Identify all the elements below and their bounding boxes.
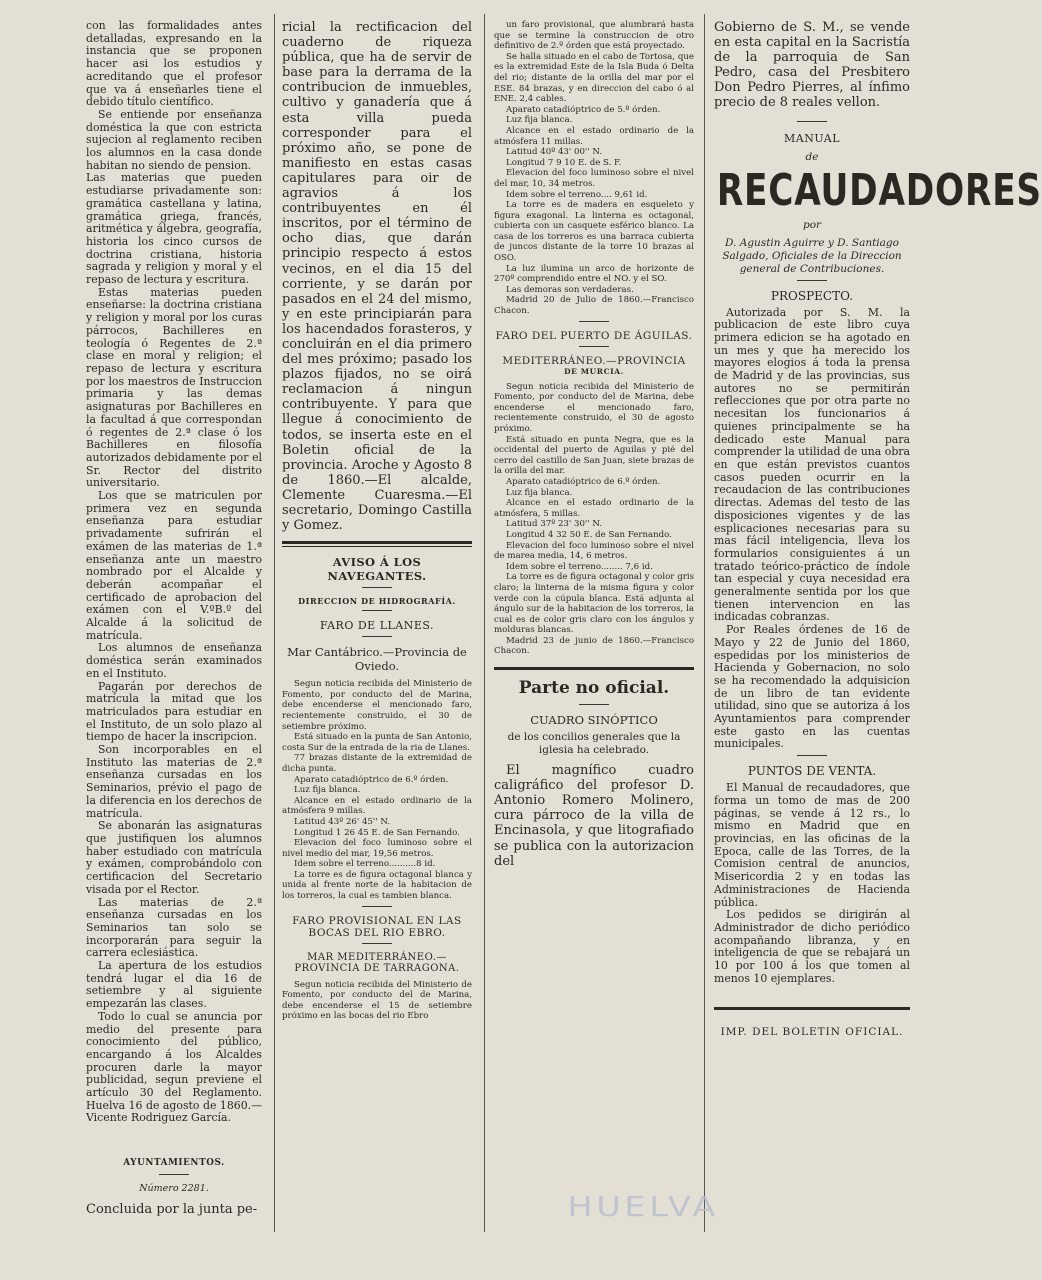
paragraph: Se entiende por enseñanza doméstica la que con estricta sujecion al reglamento reciben los alumnos en la casa donde habitan no siendo de pension. — [86, 107, 262, 172]
divider — [797, 280, 827, 281]
paragraph: Longitud 4 32 50 E. de San Fernando. — [506, 529, 672, 540]
paragraph: Idem sobre el terreno..........8 id. — [294, 859, 436, 870]
paragraph: Las demoras son verdaderas. — [506, 284, 634, 295]
paragraph: La luz ilumina un arco de horizonte de 270º comprendido entre el NO. y el SO. — [494, 263, 694, 285]
paragraph: ricial la rectificacion del cuaderno de riqueza pública, que ha de servir de base para la derrama de la contribucion de inmuebles, cultivo y ganadería que á esta villa pueda corresponder para el próximo año, se pone de manifiesto en estas casas capitulares para oir de agravios á los contribuyentes en él inscritos, por el término de ocho dias, que darán principio respecto á estos vecinos, en el dia 15 del corriente, y se darán por pasados en el 24 del mismo, y en este principiarán para los hacendados forasteros, y concluirán en el dia primero del mes próximo; pasado los plazos fijados, no se oirá reclamacion á ningun contribuyente. Y para que llegue á conocimiento de todos, se inserta este en el Boletin oficial de la provincia. Aroche y Agosto 8 de 1860.—El alcalde, Clemente Cuaresma.—El secretario, Domingo Castilla y Gomez. — [282, 20, 472, 534]
paragraph: Los alumnos de enseñanza doméstica serán examinados en el Instituto. — [86, 641, 262, 680]
paragraph: Luz fija blanca. — [506, 115, 573, 126]
divider — [579, 346, 609, 347]
section-title-ayuntamientos: AYUNTAMIENTOS. — [123, 1158, 225, 1169]
paragraph: Gobierno de S. M., se vende en esta capital en la Sacristía de la parroquia de San Pedro, casa del Presbitero Don Pedro Pierres, al ínfimo precio de 8 reales vellon. — [714, 20, 910, 111]
paragraph: Alcance en el estado ordinario de la atmósfera, 5 millas. — [494, 498, 694, 519]
faro-llanes-subtitle: Mar Cantábrico.—Provincia de Oviedo. — [287, 645, 467, 674]
faro-aguilas-province: DE MURCIA. — [564, 366, 624, 376]
parte-no-oficial-heading: Parte no oficial. — [518, 678, 670, 699]
aviso-title: AVISO Á LOS NAVEGANTES. — [327, 555, 427, 584]
column-1 — [86, 20, 262, 1217]
paragraph: Las materias de 2.ª enseñanza cursadas en los Seminarios tan solo se incorporarán para seguir la carrera eclesiástica. — [86, 895, 262, 960]
column-divider — [704, 14, 705, 1232]
paragraph: Segun noticia recibida del Ministerio de Fomento, por conducto del de Marina, debe encenderse el mencionado faro, recientemente construido, el 30 de agosto próximo. — [494, 381, 694, 434]
divider — [797, 755, 827, 756]
paragraph: Aparato catadióptrico de 5.º órden. — [506, 104, 661, 115]
paragraph: Elevacion del foco luminoso sobre el nivel de marea media, 14, 6 metros. — [494, 540, 694, 562]
divider — [494, 667, 694, 670]
paragraph: Son incorporables en el Instituto las materias de 2.ª enseñanza cursadas en los Seminarios, prévio el pago de la diferencia en los derechos de matrícula. — [86, 743, 262, 820]
imprenta-footer: IMP. DEL BOLETIN OFICIAL. — [720, 1026, 904, 1039]
paragraph: Idem sobre el terreno.... 9,61 id. — [506, 189, 648, 200]
paragraph: Está situado en punta Negra, que es la occidental del puerto de Aguilas y pié del cerro del castillo de San Juan, siete brazas de la orilla del mar. — [494, 434, 694, 477]
divider — [714, 1007, 910, 1010]
paragraph: Idem sobre el terreno........ 7,6 id. — [506, 561, 653, 572]
paragraph: Segun noticia recibida del Ministerio de Fomento, por conducto del de Marina, debe encenderse el 15 de setiembre próximo en las bocas del rio Ebro — [282, 979, 472, 1022]
paragraph: Pagarán por derechos de matrícula la mitad que los matriculados para estudiar en el Instituto, de un solo plazo al tiempo de hacer la inscripcion. — [86, 679, 262, 744]
divider — [797, 121, 827, 122]
paragraph: un faro provisional, que alumbrará hasta que se termine la construccion de otro definitivo de 2.º órden que está proyectado. — [494, 20, 694, 52]
paragraph: La torre es de madera en esqueleto y figura exagonal. La linterna es octagonal, cubierta con un casquete esférico blanco. La casa de los torreros es una barraca cubierta de juncos distante de la torre 10 brazas al OSO. — [494, 200, 694, 264]
por-label: por — [802, 218, 822, 231]
paragraph: El magnífico cuadro caligráfico del profesor D. Antonio Romero Molinero, cura párroco de la villa de Encinasola, y que litografiado se publica con la autorizacion del — [494, 763, 694, 869]
divider — [362, 610, 392, 611]
huelva-watermark-stamp: HUELVA — [567, 1190, 719, 1223]
divider — [362, 906, 392, 907]
paragraph: Aparato catadióptrico de 6.º órden. — [506, 476, 661, 487]
divider — [362, 587, 392, 588]
direccion-title: DIRECCION DE HIDROGRAFÍA. — [298, 596, 456, 607]
paragraph: con las formalidades antes detalladas, expresando en la instancia que se proponen hacer asi los estudios y acreditando que el profesor que va á enseñarles tiene el debido título científico. — [86, 19, 262, 109]
paragraph: Las materias que pueden estudiarse privadamente son: gramática castellana y latina, gramática griega, francés, aritmética y álgebra, geografía, historia los cinco cursos de doctrina cristiana, historia sagrada y religion y moral y el repaso de lectura y escritura. — [86, 171, 262, 287]
recaudadores-title: RECAUDADORES — [716, 164, 1042, 216]
faro-llanes-title: FARO DE LLANES. — [319, 619, 435, 633]
prospecto-heading: PROSPECTO. — [770, 288, 854, 303]
faro-aguilas-subtitle: MEDITERRÁNEO.—PROVINCIA — [502, 354, 686, 367]
paragraph: Los que se matriculen por primera vez en segunda enseñanza para estudiar privadamente sufrirán el exámen de las materias de 1.ª enseñanza ante un maestro nombrado por el Alcalde y deberán acompañar el certificado de aprobacion del exámen con el V.ºB.º del Alcalde á la solicitud de matrícula. — [86, 489, 262, 642]
paragraph: Madrid 23 de junio de 1860.—Francisco Chacon. — [494, 635, 694, 657]
cuadro-subtitle: de los concilios generales que la iglesia ha celebrado. — [507, 731, 681, 757]
paragraph: Longitud 7 9 10 E. de S. F. — [506, 157, 622, 168]
paragraph: Elevacion del foco luminoso sobre el nivel medio del mar, 19,56 metros. — [282, 838, 472, 859]
paragraph: 77 brazas distante de la extremidad de dicha punta. — [282, 753, 472, 774]
paragraph: Autorizada por S. M. la publicacion de este libro cuya primera edicion se ha agotado en un mes y que ha merecido los mayores elogios á toda la prensa de Madrid y de las provincias, sus autores no se permitirán reflecciones que por otra parte no necesitan los funcionarios á quienes principalmente se ha dedicado este Manual para comprender la utilidad de una obra en que están previstos cuantos casos pueden ocurrir en la recaudacion de las contribuciones directas. Ademas del testo de las disposiciones vigentes y de las esplicaciones necesarias para su mas fácil inteligencia, lleva los formularios consiguientes á un tratado teórico-práctico de índole tan especial y cuya necesidad era generalmente sentida por los que tienen intervencion en las indicadas cobranzas. — [714, 305, 910, 624]
divider — [579, 704, 609, 705]
cuadro-title: CUADRO SINÓPTICO — [530, 713, 658, 728]
divider — [579, 321, 609, 322]
column-3 — [494, 20, 694, 869]
paragraph: Todo lo cual se anuncia por medio del presente para conocimiento del público, encargando á los Alcaldes procuren darle la mayor publicidad, segun previene el artículo 30 del Reglamento. Huelva 16 de agosto de 1860.—Vicente Rodriguez García. — [86, 1009, 262, 1125]
paragraph: Los pedidos se dirigirán al Administrador de dicho periódico acompañando libranza, y en inteligencia de que se rebajará un 10 por 100 á los que tomen al menos 10 ejemplares. — [714, 908, 910, 985]
paragraph: El Manual de recaudadores, que forma un tomo de mas de 200 páginas, se vende á 12 rs., lo mismo en Madrid que en provincias, en las oficinas de la Epoca, calle de las Torres, de la Comision central de anuncios, Misericordia 2 y en todas las Administraciones de Hacienda pública. — [714, 781, 910, 909]
paragraph: La torre es de figura octagonal y color gris claro; la linterna de la misma figura y color verde con la cúpula blanca. Está adjunta al ángulo sur de la habitacion de los torreros, la cual es de color gris claro con los ángulos y molduras blancas. — [494, 572, 694, 636]
faro-aguilas-title: FARO DEL PUERTO DE ÁGUILAS. — [495, 329, 693, 342]
column-2 — [282, 20, 472, 1022]
manual-label: MANUAL — [783, 131, 840, 145]
paragraph: La apertura de los estudios tendrá lugar el dia 16 de setiembre y al siguiente empezarán las clases. — [86, 959, 262, 1011]
column-divider — [274, 14, 275, 1232]
divider — [282, 541, 472, 547]
paragraph: Aparato catadióptrico de 6.º órden. — [294, 774, 449, 785]
de-label: de — [805, 150, 819, 163]
paragraph: Luz fija blanca. — [506, 487, 573, 498]
paragraph: Concluida por la junta pe- — [86, 1201, 258, 1217]
paragraph: Alcance en el estado ordinario de la atmósfera 11 millas. — [494, 125, 694, 147]
paragraph: Luz fija blanca. — [294, 785, 361, 796]
paragraph: Latitud 40º 43' 00'' N. — [506, 147, 603, 158]
paragraph: Por Reales órdenes de 16 de Mayo y 22 de Junio del 1860, espedidas por los ministerios de Hacienda y Gobernacion, no solo se ha recomendado la adquisicion de un libro de tan evidente utilidad, sino que se autoriza á los Ayuntamientos para comprender este gasto en las cuentas municipales. — [714, 623, 910, 751]
faro-ebro-title: FARO PROVISIONAL EN LAS BOCAS DEL RIO EBRO. — [292, 914, 462, 939]
paragraph: Se halla situado en el cabo de Tortosa, que es la extremidad Este de la Isla Buda ó Delta del rio; distante de la orilla del mar por el ESE. 84 brazas, y en direccion del cabo ó al ENE. 2,4 cables. — [494, 51, 694, 105]
divider — [159, 1174, 189, 1175]
paragraph: Latitud 37º 23' 30'' N. — [506, 519, 603, 530]
numero: Número 2281. — [139, 1182, 209, 1194]
paragraph: Segun noticia recibida del Ministerio de Fomento, por conducto del de Marina, debe encenderse el mencionado faro, recientemente construido, el 30 de setiembre próximo. — [282, 679, 472, 732]
paragraph: Madrid 20 de Julio de 1860.—Francisco Chacon. — [494, 295, 694, 317]
faro-ebro-subtitle: MAR MEDITERRÁNEO.—PROVINCIA DE TARRAGONA. — [294, 951, 460, 974]
divider — [362, 636, 392, 637]
paragraph: Se abonarán las asignaturas que justifiquen los alumnos haber estudiado con matrícula y exámen, comprobándolo con certificacion del Secretario visada por el Rector. — [86, 819, 262, 896]
paragraph: Estas materias pueden enseñarse: la doctrina cristiana y religion y moral por los curas párrocos, Bachilleres en teología ó Regentes de 2.ª clase en moral y religion; el repaso de lectura y escritura por los maestros de Instruccion primaria y las demas asignaturas por Bachilleres en la facultad á que correspondan ó regentes de 2.ª clase ó los Bachilleres en filosofía autorizados debidamente por el Sr. Rector del distrito universitario. — [86, 285, 262, 490]
paragraph: La torre es de figura octagonal blanca y unida al frente norte de la habitacion de los torreros, la cual es tambien blanca. — [282, 869, 472, 902]
authors: D. Agustin Aguirre y D. Santiago Salgado, Oficiales de la Direccion general de Contribuciones. — [722, 236, 902, 275]
paragraph: Longitud 1 26 45 E. de San Fernando. — [294, 827, 460, 838]
paragraph: Está situado en la punta de San Antonio, costa Sur de la entrada de la ria de Llanes. — [282, 732, 472, 753]
paragraph: Alcance en el estado ordinario de la atmósfera 9 millas. — [282, 795, 472, 817]
column-divider — [484, 14, 485, 1232]
divider — [362, 943, 392, 944]
column-4 — [714, 20, 1042, 1039]
paragraph: Latitud 43º 26' 45'' N. — [294, 816, 391, 827]
paragraph: Elevacion del foco luminoso sobre el nivel del mar, 10, 34 metros. — [494, 168, 694, 189]
puntos-venta-heading: PUNTOS DE VENTA. — [747, 764, 877, 779]
